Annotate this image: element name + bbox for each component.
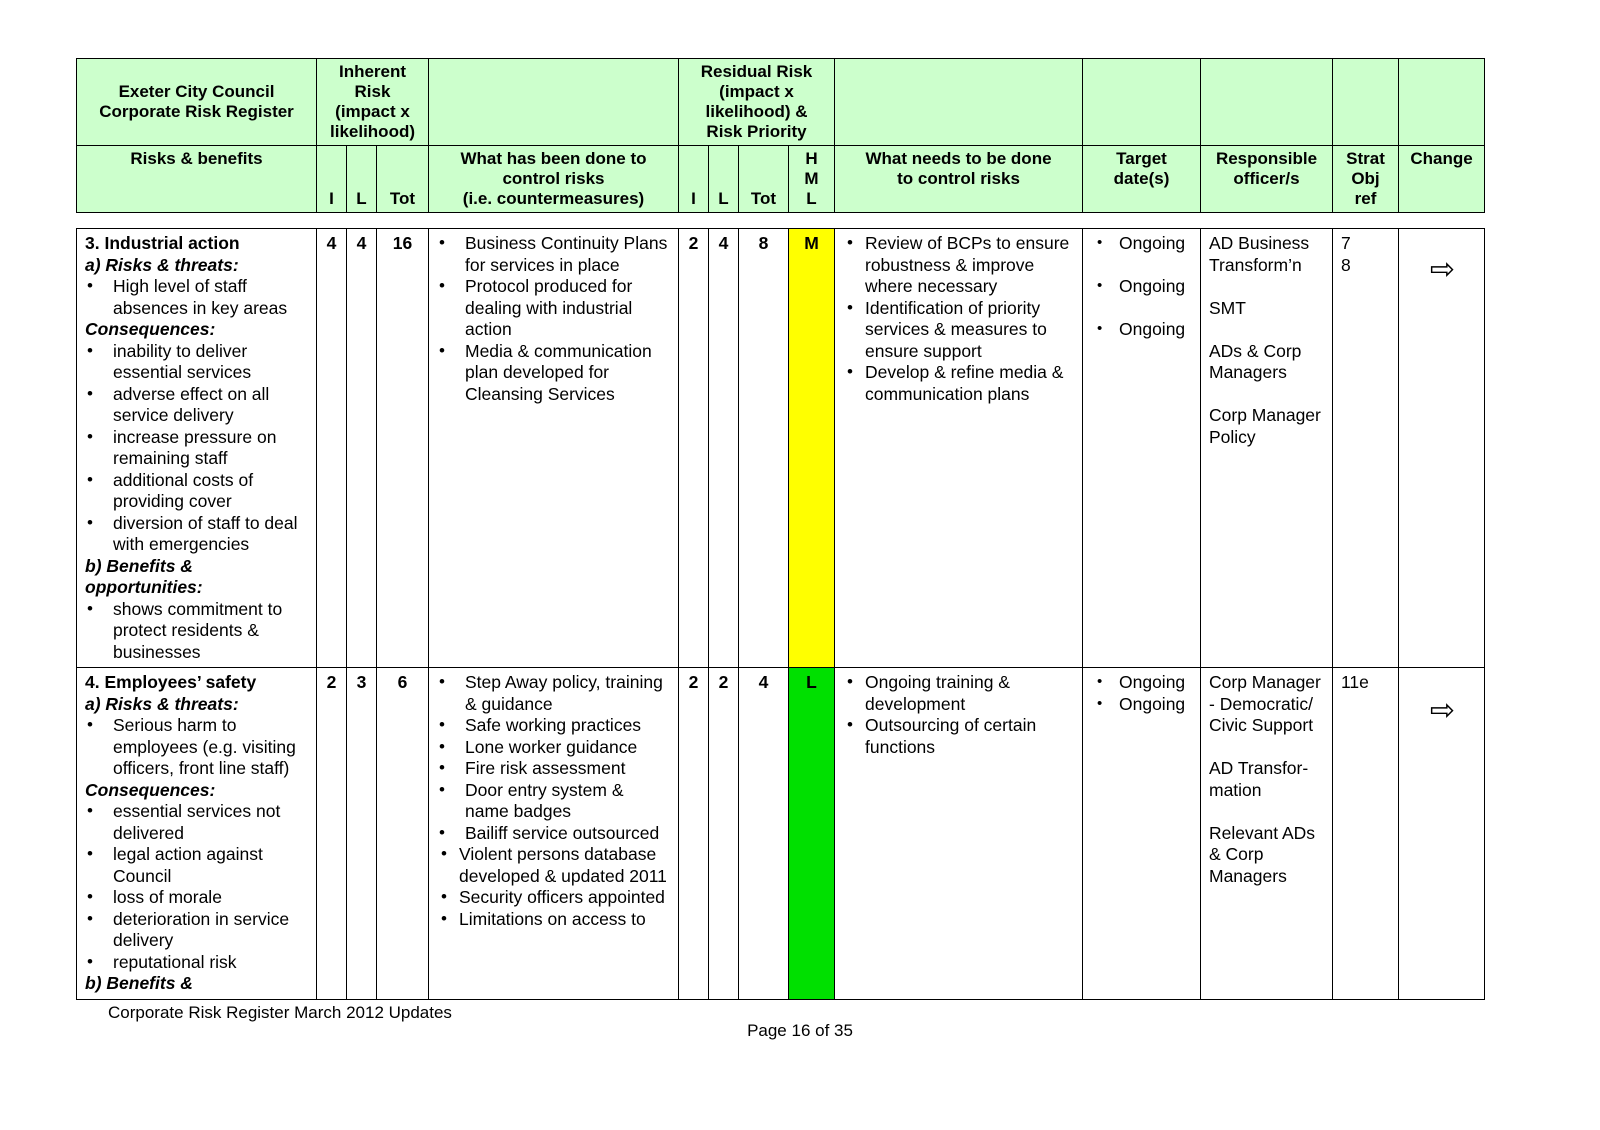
residual-likelihood-value: 4 xyxy=(709,229,739,668)
priority-medium-label: M xyxy=(804,169,819,188)
countermeasures-header-top-spacer xyxy=(429,59,679,146)
strat-obj-header-top-spacer xyxy=(1333,59,1399,146)
change-header: Change xyxy=(1399,146,1485,213)
list-item: • increase pressure on remaining staff xyxy=(85,427,310,470)
arrow-right-icon: ⇨ xyxy=(1429,253,1456,286)
list-item: • inability to deliver essential services xyxy=(85,341,310,384)
list-item: • legal action against Council xyxy=(85,844,310,887)
needs-done-list xyxy=(843,672,1076,758)
responsible-header-top-spacer xyxy=(1201,59,1333,146)
table-row xyxy=(77,229,1485,668)
needs-done-cell xyxy=(835,668,1083,1000)
target-date-item: • Ongoing xyxy=(1091,672,1194,694)
risks-threats-list xyxy=(85,276,310,319)
inherent-risk-l1: Inherent xyxy=(338,62,407,81)
residual-total-value: 4 xyxy=(739,668,789,1000)
needs-done-list xyxy=(843,233,1076,405)
risks-threats-heading: a) Risks & threats: xyxy=(85,693,239,714)
officer-entry: Corp Manager Policy xyxy=(1209,405,1321,447)
risks-threats-list xyxy=(85,715,310,780)
countermeasures-l1: What has been done to xyxy=(460,149,647,168)
inherent-risk-l2: Risk xyxy=(354,82,391,101)
list-item: • Ongoing training & development xyxy=(843,672,1076,715)
countermeasures-list xyxy=(437,672,672,844)
officer-entry: Corp Manager - Democratic/ Civic Support xyxy=(1209,672,1321,735)
header-row-top xyxy=(77,59,1485,146)
responsible-officer-cell xyxy=(1201,229,1333,668)
residual-risk-l1: Residual Risk xyxy=(700,62,813,81)
countermeasures-l2: control risks xyxy=(502,169,605,188)
countermeasures-list-continued xyxy=(437,844,672,930)
list-item: • Serious harm to employees (e.g. visiting officers, front line staff) xyxy=(85,715,310,780)
risk-priority-badge: M xyxy=(789,229,835,668)
target-date-header-top-spacer xyxy=(1083,59,1201,146)
risk-title: 4. Employees’ safety xyxy=(85,672,257,692)
list-item: • Fire risk assessment xyxy=(437,758,672,780)
priority-low-label: L xyxy=(806,189,817,208)
needs-done-header-top-spacer xyxy=(835,59,1083,146)
target-date-cell xyxy=(1083,668,1201,1000)
strat-obj-value: 8 xyxy=(1341,254,1351,275)
countermeasures-cell xyxy=(429,229,679,668)
list-item: • Step Away policy, training & guidance xyxy=(437,672,672,715)
target-date-l1: Target xyxy=(1116,149,1167,168)
inherent-total-header: Tot xyxy=(377,146,429,213)
consequences-list xyxy=(85,801,310,973)
list-item: • diversion of staff to deal with emergencies xyxy=(85,513,310,556)
strat-obj-l3: ref xyxy=(1354,189,1377,208)
inherent-total-value: 6 xyxy=(377,668,429,1000)
inherent-likelihood-header: L xyxy=(347,146,377,213)
residual-impact-value: 2 xyxy=(679,668,709,1000)
target-date-header xyxy=(1083,146,1201,213)
strat-obj-value: 11e xyxy=(1341,672,1369,692)
register-title-line2: Corporate Risk Register xyxy=(99,102,294,121)
spacer xyxy=(1209,737,1326,759)
needs-done-l2: to control risks xyxy=(897,169,1020,188)
residual-total-header: Tot xyxy=(739,146,789,213)
benefits-heading-line2: opportunities: xyxy=(85,577,203,597)
list-item: • High level of staff absences in key areas xyxy=(85,276,310,319)
spacer xyxy=(1209,384,1326,406)
benefits-heading-line1: b) Benefits & xyxy=(85,555,193,576)
residual-total-value: 8 xyxy=(739,229,789,668)
inherent-total-value: 16 xyxy=(377,229,429,668)
risk-priority-badge: L xyxy=(789,668,835,1000)
list-item: • Protocol produced for dealing with industrial action xyxy=(437,276,672,341)
spacer xyxy=(1209,276,1326,298)
strat-obj-ref-cell xyxy=(1333,668,1399,1000)
priority-high-label: H xyxy=(805,149,818,168)
list-item: • essential services not delivered xyxy=(85,801,310,844)
register-title-cell xyxy=(77,59,317,146)
inherent-impact-value: 4 xyxy=(317,229,347,668)
target-date-item: • Ongoing xyxy=(1091,694,1194,716)
consequences-heading: Consequences: xyxy=(85,779,216,800)
list-item: • Safe working practices xyxy=(437,715,672,737)
countermeasures-list xyxy=(437,233,672,405)
list-item: • Lone worker guidance xyxy=(437,737,672,759)
responsible-l1: Responsible xyxy=(1215,149,1318,168)
needs-done-l1: What needs to be done xyxy=(865,149,1052,168)
residual-risk-header xyxy=(679,59,835,146)
list-item: • Door entry system & name badges xyxy=(437,780,672,823)
risk-description-cell xyxy=(77,668,317,1000)
responsible-l2: officer/s xyxy=(1233,169,1300,188)
responsible-officer-cell xyxy=(1201,668,1333,1000)
list-item: • Identification of priority services & measures to ensure support xyxy=(843,298,1076,363)
risk-register-body-table xyxy=(76,228,1485,1000)
list-item: • Security officers appointed xyxy=(437,887,672,909)
countermeasures-header xyxy=(429,146,679,213)
inherent-risk-header xyxy=(317,59,429,146)
inherent-risk-l4: likelihood) xyxy=(330,122,415,141)
list-item: • Media & communication plan developed for Cleansing Services xyxy=(437,341,672,406)
target-date-item: • Ongoing xyxy=(1091,319,1194,341)
spacer xyxy=(1091,255,1194,277)
risk-register-header-table xyxy=(76,58,1485,213)
needs-done-header xyxy=(835,146,1083,213)
inherent-risk-l3: (impact x xyxy=(335,102,410,121)
residual-likelihood-header: L xyxy=(709,146,739,213)
list-item: • deterioration in service delivery xyxy=(85,909,310,952)
page-number: Page 16 of 35 xyxy=(747,1021,853,1040)
target-date-l2: date(s) xyxy=(1113,169,1170,188)
list-item: • Business Continuity Plans for services in place xyxy=(437,233,672,276)
list-item: • Develop & refine media & communication plans xyxy=(843,362,1076,405)
risk-title: 3. Industrial action xyxy=(85,233,240,253)
target-date-item: • Ongoing xyxy=(1091,233,1194,255)
table-row xyxy=(77,668,1485,1000)
list-item: • shows commitment to protect residents & businesses xyxy=(85,599,310,664)
benefits-heading-line1: b) Benefits & xyxy=(85,973,193,993)
list-item: • reputational risk xyxy=(85,952,310,974)
countermeasures-cell xyxy=(429,668,679,1000)
strat-obj-l1: Strat xyxy=(1346,149,1385,168)
change-indicator-cell xyxy=(1399,668,1485,1000)
officer-entry: AD Transfor- mation xyxy=(1209,758,1309,800)
risk-description-cell xyxy=(77,229,317,668)
responsible-officer-header xyxy=(1201,146,1333,213)
inherent-impact-header: I xyxy=(317,146,347,213)
strat-obj-l2: Obj xyxy=(1351,169,1380,188)
residual-risk-l3: likelihood) & xyxy=(705,102,808,121)
arrow-right-icon: ⇨ xyxy=(1429,694,1456,727)
spacer xyxy=(1091,298,1194,320)
list-item: • Outsourcing of certain functions xyxy=(843,715,1076,758)
officer-entry: AD Business Transform’n xyxy=(1209,233,1310,275)
target-date-cell xyxy=(1083,229,1201,668)
countermeasures-l3: (i.e. countermeasures) xyxy=(462,189,645,208)
list-item: • loss of morale xyxy=(85,887,310,909)
change-header-top-spacer xyxy=(1399,59,1485,146)
risks-benefits-header: Risks & benefits xyxy=(77,146,317,213)
officer-entry: SMT xyxy=(1209,297,1246,318)
spacer xyxy=(1209,801,1326,823)
register-title-line1: Exeter City Council xyxy=(118,82,275,101)
officer-entry: Relevant ADs & Corp Managers xyxy=(1209,822,1316,886)
risk-priority-hml-header xyxy=(789,146,835,213)
residual-risk-l4: Risk Priority xyxy=(706,122,807,141)
residual-impact-value: 2 xyxy=(679,229,709,668)
residual-likelihood-value: 2 xyxy=(709,668,739,1000)
document-footer-text: Corporate Risk Register March 2012 Updates xyxy=(108,1003,452,1022)
inherent-impact-value: 2 xyxy=(317,668,347,1000)
residual-impact-header: I xyxy=(679,146,709,213)
list-item: • Bailiff service outsourced xyxy=(437,823,672,845)
strat-obj-value: 7 xyxy=(1341,233,1351,253)
needs-done-cell xyxy=(835,229,1083,668)
list-item: • Review of BCPs to ensure robustness & improve where necessary xyxy=(843,233,1076,298)
strat-obj-ref-header xyxy=(1333,146,1399,213)
target-date-item: • Ongoing xyxy=(1091,276,1194,298)
consequences-heading: Consequences: xyxy=(85,319,216,339)
risks-threats-heading: a) Risks & threats: xyxy=(85,254,239,275)
change-indicator-cell xyxy=(1399,229,1485,668)
inherent-likelihood-value: 3 xyxy=(347,668,377,1000)
spacer xyxy=(1209,319,1326,341)
list-item: • Limitations on access to xyxy=(437,909,672,931)
benefits-list xyxy=(85,599,310,664)
list-item: • Violent persons database developed & updated 2011 xyxy=(437,844,672,887)
consequences-list xyxy=(85,341,310,556)
inherent-likelihood-value: 4 xyxy=(347,229,377,668)
officer-entry: ADs & Corp Managers xyxy=(1209,340,1302,382)
header-row-bottom xyxy=(77,146,1485,213)
residual-risk-l2: (impact x xyxy=(719,82,794,101)
list-item: • adverse effect on all service delivery xyxy=(85,384,310,427)
list-item: • additional costs of providing cover xyxy=(85,470,310,513)
strat-obj-ref-cell xyxy=(1333,229,1399,668)
